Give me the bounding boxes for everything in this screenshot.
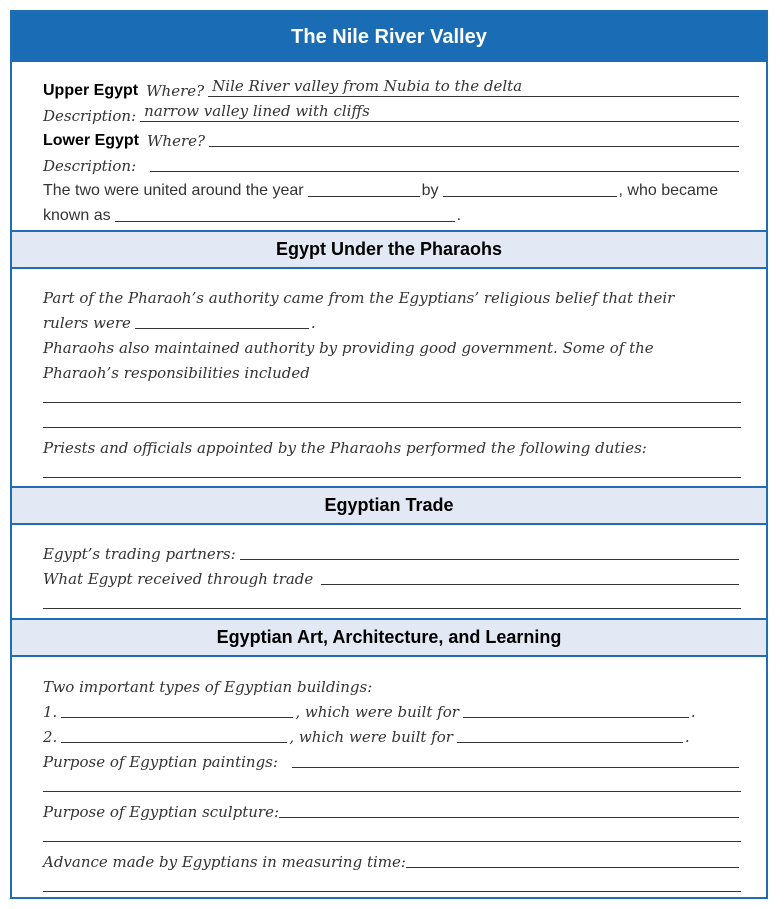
rulers-were-field[interactable] bbox=[135, 309, 309, 329]
united-row bbox=[43, 176, 741, 200]
description-label: Description: bbox=[43, 107, 137, 125]
section-header-art: Egyptian Art, Architecture, and Learning bbox=[12, 618, 766, 657]
pharaohs-text-3: Pharaohs also maintained authority by providing good government. Some of the bbox=[43, 339, 654, 357]
lower-egypt-label: Lower Egypt bbox=[43, 132, 140, 149]
building-2-purpose-field[interactable] bbox=[457, 723, 683, 743]
lower-egypt-where-field[interactable] bbox=[209, 127, 739, 147]
trade-received-field[interactable] bbox=[321, 565, 739, 585]
item-number-2: 2. bbox=[43, 728, 58, 746]
trade-received-label: What Egypt received through trade bbox=[43, 570, 314, 588]
trade-partners-field[interactable] bbox=[240, 540, 739, 560]
building-1-purpose-field[interactable] bbox=[463, 698, 689, 718]
sculpture-row bbox=[43, 797, 741, 821]
upper-egypt-description-row bbox=[43, 101, 741, 125]
period: . bbox=[310, 314, 316, 332]
description-label: Description: bbox=[43, 157, 137, 175]
building-2-field[interactable] bbox=[61, 723, 287, 743]
known-as-row bbox=[43, 201, 741, 225]
trade-partners-label: Egypt’s trading partners: bbox=[43, 545, 236, 563]
united-year-field[interactable] bbox=[308, 177, 420, 197]
lower-egypt-description-row bbox=[43, 151, 741, 175]
section-header-trade: Egyptian Trade bbox=[12, 486, 766, 525]
sculpture-line-2[interactable] bbox=[43, 822, 741, 846]
worksheet bbox=[10, 10, 768, 899]
responsibilities-line-2[interactable] bbox=[43, 408, 741, 432]
time-label: Advance made by Egyptians in measuring time: bbox=[43, 853, 406, 871]
pharaohs-line5 bbox=[43, 433, 741, 457]
trade-received-row bbox=[43, 564, 741, 588]
time-field[interactable] bbox=[406, 848, 739, 868]
lower-egypt-where-row bbox=[43, 126, 741, 150]
trade-partners-row bbox=[43, 539, 741, 563]
paintings-row bbox=[43, 747, 741, 771]
became-text: , who became bbox=[618, 182, 719, 199]
pharaohs-line4 bbox=[43, 358, 741, 382]
pharaohs-line3 bbox=[43, 333, 741, 357]
pharaohs-line1 bbox=[43, 283, 741, 307]
duties-line[interactable] bbox=[43, 458, 741, 482]
period: . bbox=[456, 207, 462, 224]
known-as-field[interactable] bbox=[115, 202, 455, 222]
building-1-row bbox=[43, 697, 741, 721]
upper-egypt-description-field[interactable]: narrow valley lined with cliffs bbox=[140, 102, 739, 122]
trade-received-line-2[interactable] bbox=[43, 589, 741, 613]
where-label: Where? bbox=[147, 132, 206, 150]
pharaohs-text-1: Part of the Pharaoh’s authority came from the Egyptians’ religious belief that their bbox=[43, 289, 675, 307]
united-by-field[interactable] bbox=[443, 177, 617, 197]
paintings-field[interactable] bbox=[292, 748, 739, 768]
sculpture-field[interactable] bbox=[279, 798, 739, 818]
built-for-text: , which were built for bbox=[289, 728, 453, 746]
where-label: Where? bbox=[146, 82, 205, 100]
paintings-label: Purpose of Egyptian paintings: bbox=[43, 753, 278, 771]
by-text: by bbox=[421, 182, 439, 199]
time-line-2[interactable] bbox=[43, 872, 741, 896]
item-number-1: 1. bbox=[43, 703, 58, 721]
section-header-pharaohs: Egypt Under the Pharaohs bbox=[12, 230, 766, 269]
rulers-were-text: rulers were bbox=[43, 314, 131, 332]
pharaohs-text-4: Pharaoh’s responsibilities included bbox=[43, 364, 310, 382]
lower-egypt-description-field[interactable] bbox=[150, 152, 739, 172]
built-for-text: , which were built for bbox=[295, 703, 459, 721]
upper-egypt-label: Upper Egypt bbox=[43, 82, 139, 99]
priests-text: Priests and officials appointed by the Pharaohs performed the following duties: bbox=[43, 439, 647, 457]
paintings-line-2[interactable] bbox=[43, 772, 741, 796]
upper-egypt-where-row bbox=[43, 76, 741, 100]
worksheet-title: The Nile River Valley bbox=[12, 12, 766, 62]
responsibilities-line-1[interactable] bbox=[43, 383, 741, 407]
pharaohs-line2 bbox=[43, 308, 741, 332]
known-as-text: known as bbox=[43, 207, 111, 224]
buildings-intro-row bbox=[43, 672, 741, 696]
building-2-row bbox=[43, 722, 741, 746]
period: . bbox=[684, 728, 690, 746]
building-1-field[interactable] bbox=[61, 698, 293, 718]
time-row bbox=[43, 847, 741, 871]
sculpture-label: Purpose of Egyptian sculpture: bbox=[43, 803, 280, 821]
buildings-intro: Two important types of Egyptian buildings: bbox=[43, 678, 373, 696]
period: . bbox=[690, 703, 696, 721]
united-text: The two were united around the year bbox=[43, 182, 304, 199]
upper-egypt-where-field[interactable]: Nile River valley from Nubia to the delta bbox=[208, 77, 739, 97]
